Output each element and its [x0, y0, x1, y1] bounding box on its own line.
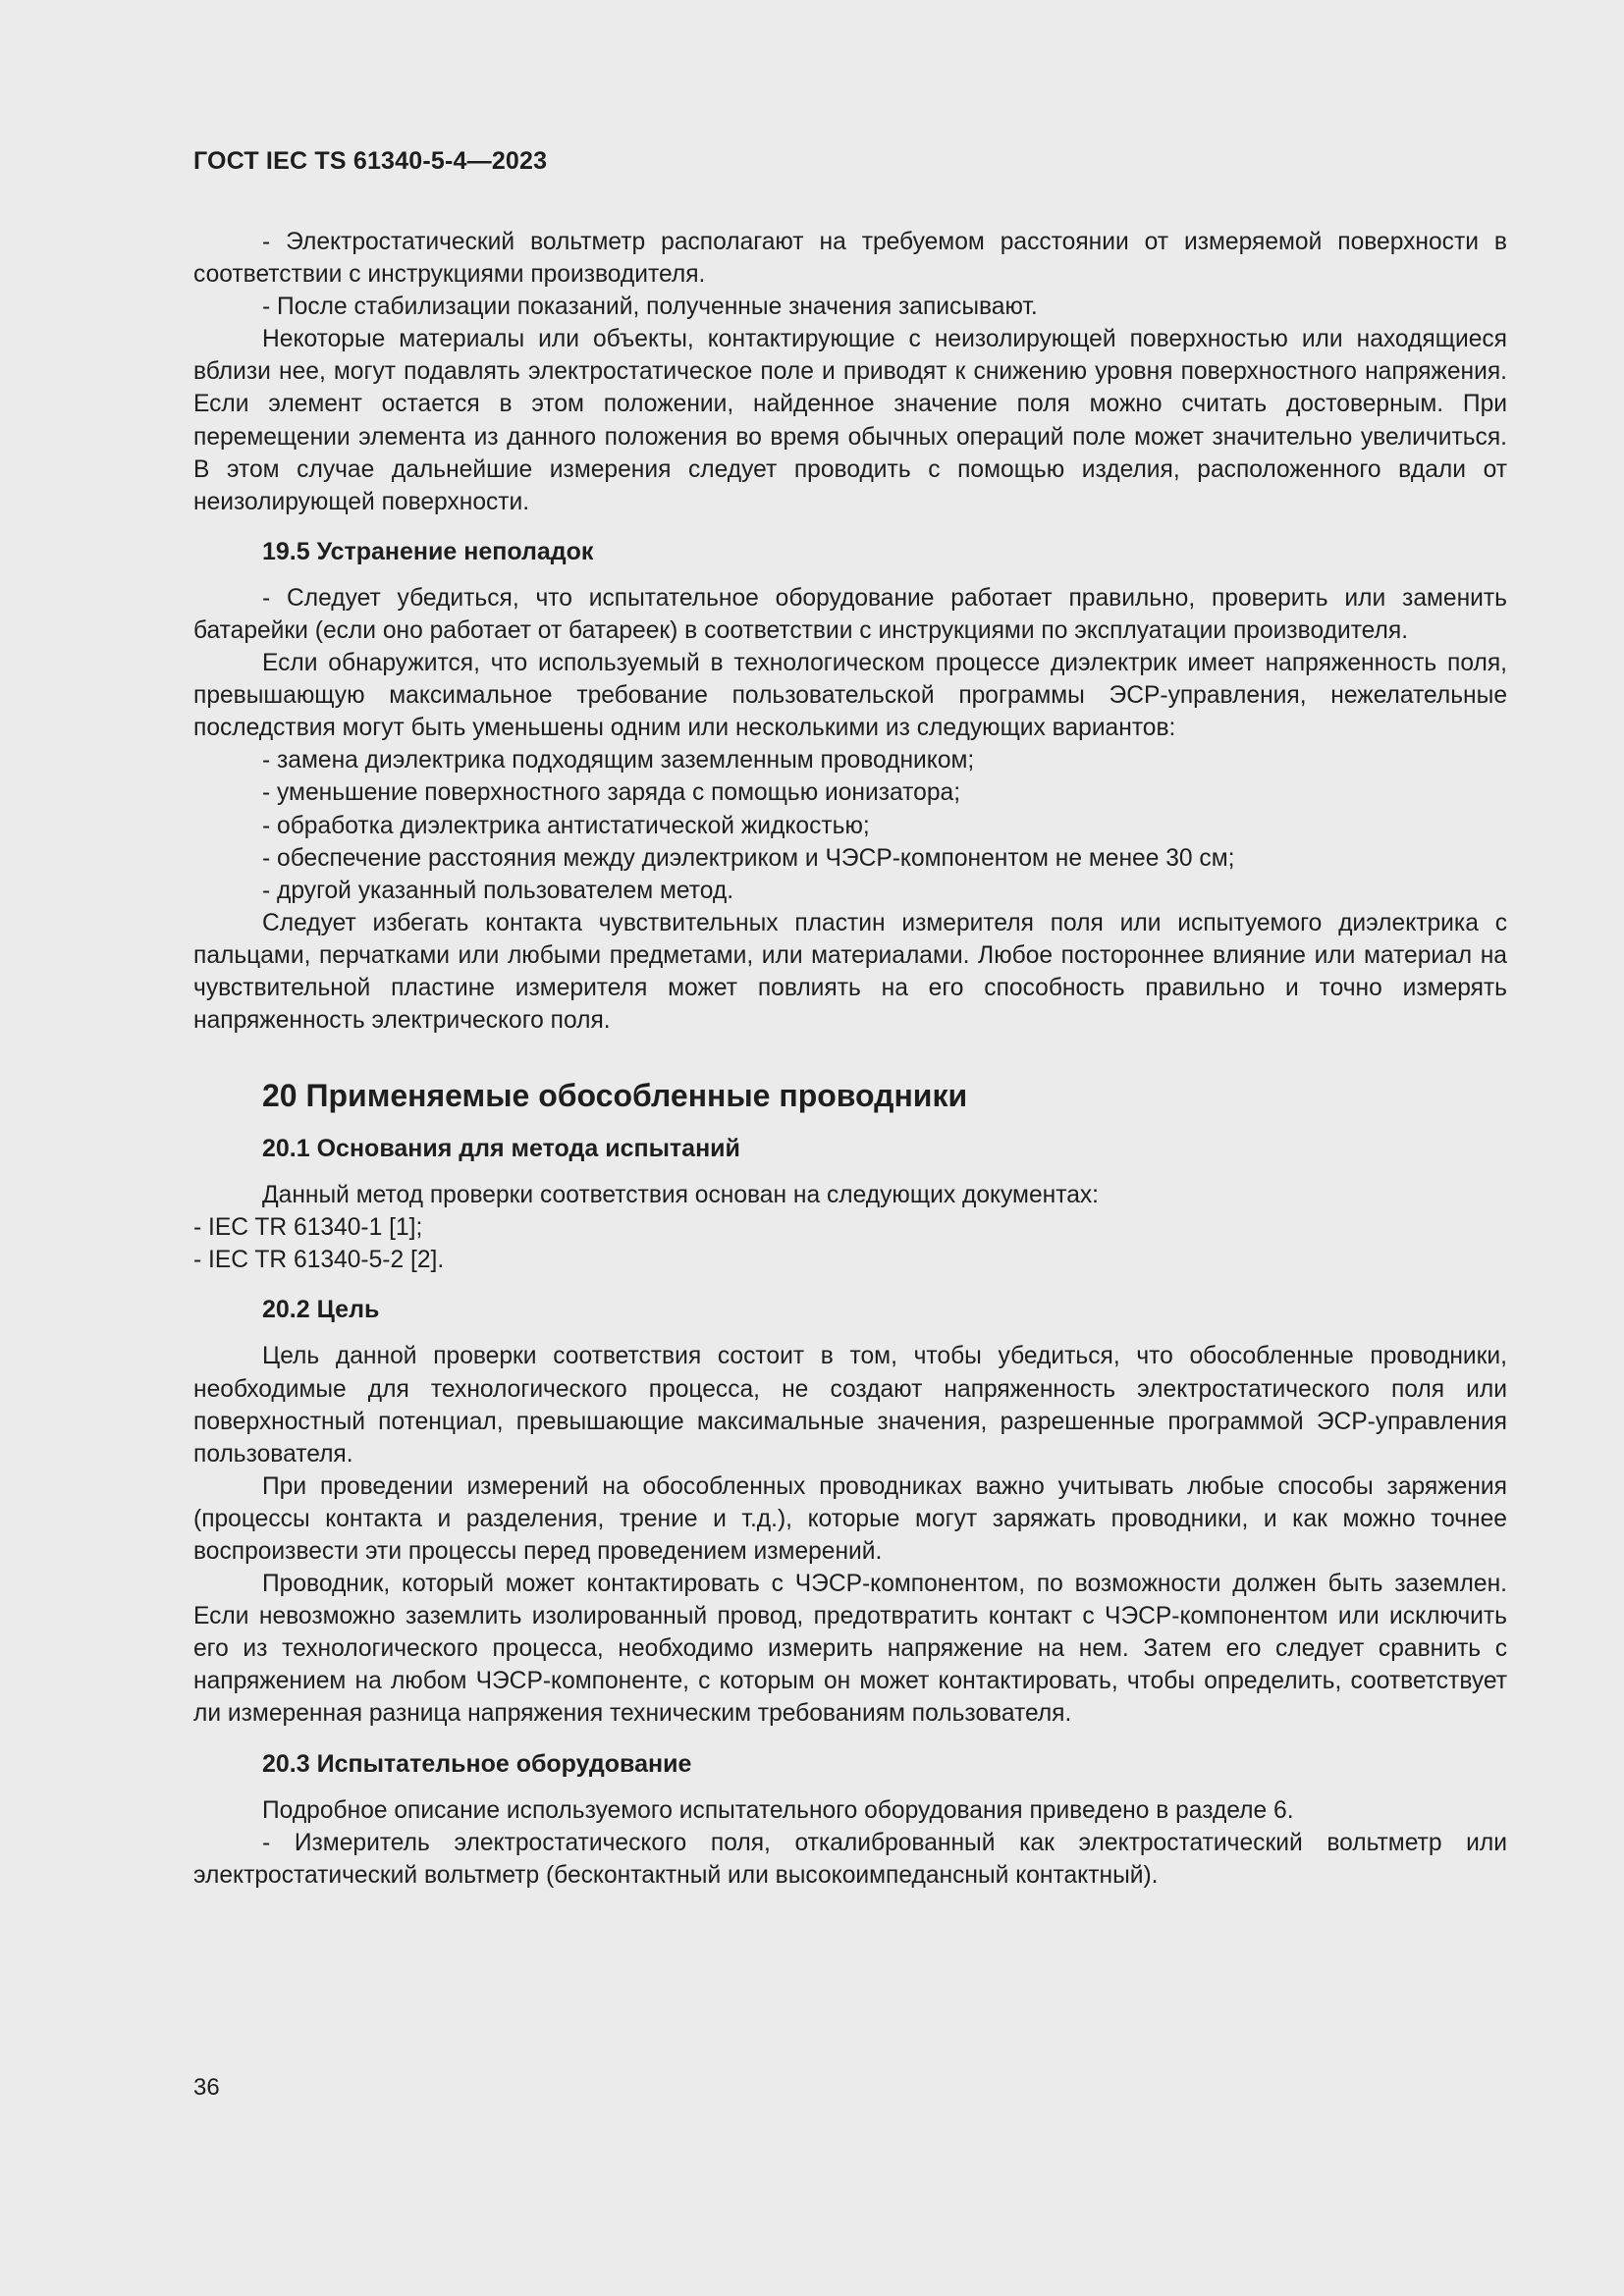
list-item: - обеспечение расстояния между диэлектриком и ЧЭСР-компонентом не менее 30 см; [262, 844, 1235, 872]
document-id-header: ГОСТ IEC TS 61340-5-4—2023 [193, 147, 548, 175]
reference-list [193, 1211, 1507, 1276]
section-heading-20-2: 20.2 Цель [262, 1296, 380, 1324]
page-number: 36 [193, 2074, 220, 2101]
list-item: - IEC TR 61340-1 [1]; [193, 1214, 423, 1242]
paragraph: Подробное описание используемого испытательного оборудования приведено в разделе 6. [262, 1796, 1294, 1824]
section-heading-19-5: 19.5 Устранение неполадок [262, 537, 594, 565]
paragraph: - Измеритель электростатического поля, откалиброванный как электростатический вольтметр или электростатический вольтметр (бесконтактный или высокоимпедансный контактный). [193, 1829, 1507, 1889]
list-item: - обработка диэлектрика антистатической жидкостью; [262, 812, 870, 839]
section-heading-20-1: 20.1 Основания для метода испытаний [262, 1135, 740, 1163]
paragraph: Следует избегать контакта чувствительных пластин измерителя поля или испытуемого диэлектрика с пальцами, перчатками или любыми предметами, или материалами. Любое постороннее влияние или материал на чувствительной пластине измерителя может повлиять на его способность правильно и точно измерять напряженность электрического поля. [193, 909, 1507, 1035]
paragraph: Если обнаружится, что используемый в технологическом процессе диэлектрик имеет напряженность поля, превышающую максимальное требование пользовательской программы ЭСР-управления, нежелательные последствия могут быть уменьшены одним или несколькими из следующих вариантов: [193, 650, 1507, 742]
paragraph: При проведении измерений на обособленных проводниках важно учитывать любые способы заряжения (процессы контакта и разделения, трение и т.д.), которые могут заряжать проводники, и как можно точнее воспроизвести эти процессы перед проведением измерений. [193, 1472, 1507, 1565]
list-item: - замена диэлектрика подходящим заземленным проводником; [262, 747, 975, 774]
paragraph: Проводник, который может контактировать с ЧЭСР-компонентом, по возможности должен быть заземлен. Если невозможно заземлить изолированный провод, предотвратить контакт с ЧЭСР-компонентом или исключить его из технологического процесса, необходимо измерить напряжение на нем. Затем его следует сравнить с напряжением на любом ЧЭСР-компоненте, с которым он может контактировать, чтобы определить, соответствует ли измеренная разница напряжения техническим требованиям пользователя. [193, 1571, 1507, 1728]
list-item: - другой указанный пользователем метод. [262, 877, 734, 904]
list-item: - IEC TR 61340-5-2 [2]. [193, 1247, 445, 1274]
section-heading-20-3: 20.3 Испытательное оборудование [262, 1749, 692, 1778]
paragraph: - Следует убедиться, что испытательное оборудование работает правильно, проверить или заменить батарейки (если оно работает от батареек) в соответствии с инструкциями по эксплуатации производителя. [193, 584, 1507, 644]
paragraph: Данный метод проверки соответствия основан на следующих документах: [262, 1182, 1100, 1209]
remedy-list [193, 744, 1507, 906]
section-heading-20: 20 Применяемые обособленные проводники [262, 1078, 968, 1114]
paragraph: Цель данной проверки соответствия состоит в том, чтобы убедиться, что обособленные проводники, необходимые для технологического процесса, не создают напряженность электростатического поля или поверхностный потенциал, превышающие максимальные значения, разрешенные программой ЭСР-управления пользователя. [193, 1343, 1507, 1468]
page-content [193, 226, 1507, 1892]
paragraph: - Электростатический вольтметр располагают на требуемом расстоянии от измеряемой поверхности в соответствии с инструкциями производителя. [193, 229, 1507, 289]
paragraph: - После стабилизации показаний, полученные значения записывают. [262, 294, 1038, 321]
list-item: - уменьшение поверхностного заряда с помощью ионизатора; [262, 779, 961, 807]
paragraph: Некоторые материалы или объекты, контактирующие с неизолирующей поверхностью или находящиеся вблизи нее, могут подавлять электростатическое поле и приводят к снижению уровня поверхностного напряжения. Если элемент остается в этом положении, найденное значение поля можно считать достоверным. При перемещении элемента из данного положения во время обычных операций поле может значительно увеличиться. В этом случае дальнейшие измерения следует проводить с помощью изделия, расположенного вдали от неизолирующей поверхности. [193, 326, 1507, 515]
